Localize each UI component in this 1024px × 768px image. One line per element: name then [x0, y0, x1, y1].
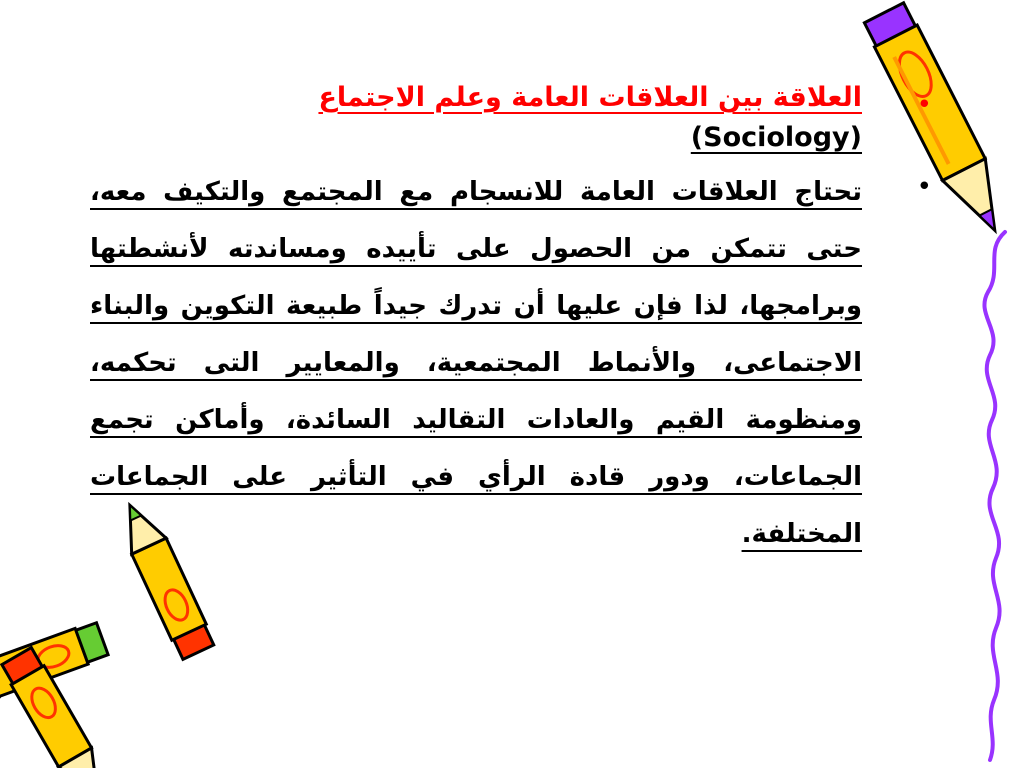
- slide-content: [90, 78, 932, 563]
- pencil-icon: [863, 2, 1017, 241]
- slide-heading: العلاقة بين العلاقات العامة وعلم الاجتماع: [318, 82, 862, 113]
- bullet-icon: •: [916, 90, 932, 120]
- body-paragraph: تحتاج العلاقات العامة للانسجام مع المجتمع والتكيف معه، حتى تتمكن من الحصول على تأييده ومساندته لأنشطتها وبرامجها، لذا فإن عليها أن تدرك جيداً طبيعة التكوين والبناء الاجتماعى، والأنماط المجتمعية، والمعايير التى تحكمه، ومنظومة القيم والعادات التقاليد السائدة، وأماكن تجمع الجماعات، ودور قادة الرأي في التأثير على الجماعات المختلفة.: [90, 177, 862, 549]
- slide-heading-english: (Sociology): [690, 122, 862, 153]
- bullet-icon: •: [916, 172, 932, 202]
- body-bullet-item: [90, 164, 932, 563]
- squiggle-border-icon: [984, 232, 1005, 760]
- heading-bullet-item: [90, 78, 932, 158]
